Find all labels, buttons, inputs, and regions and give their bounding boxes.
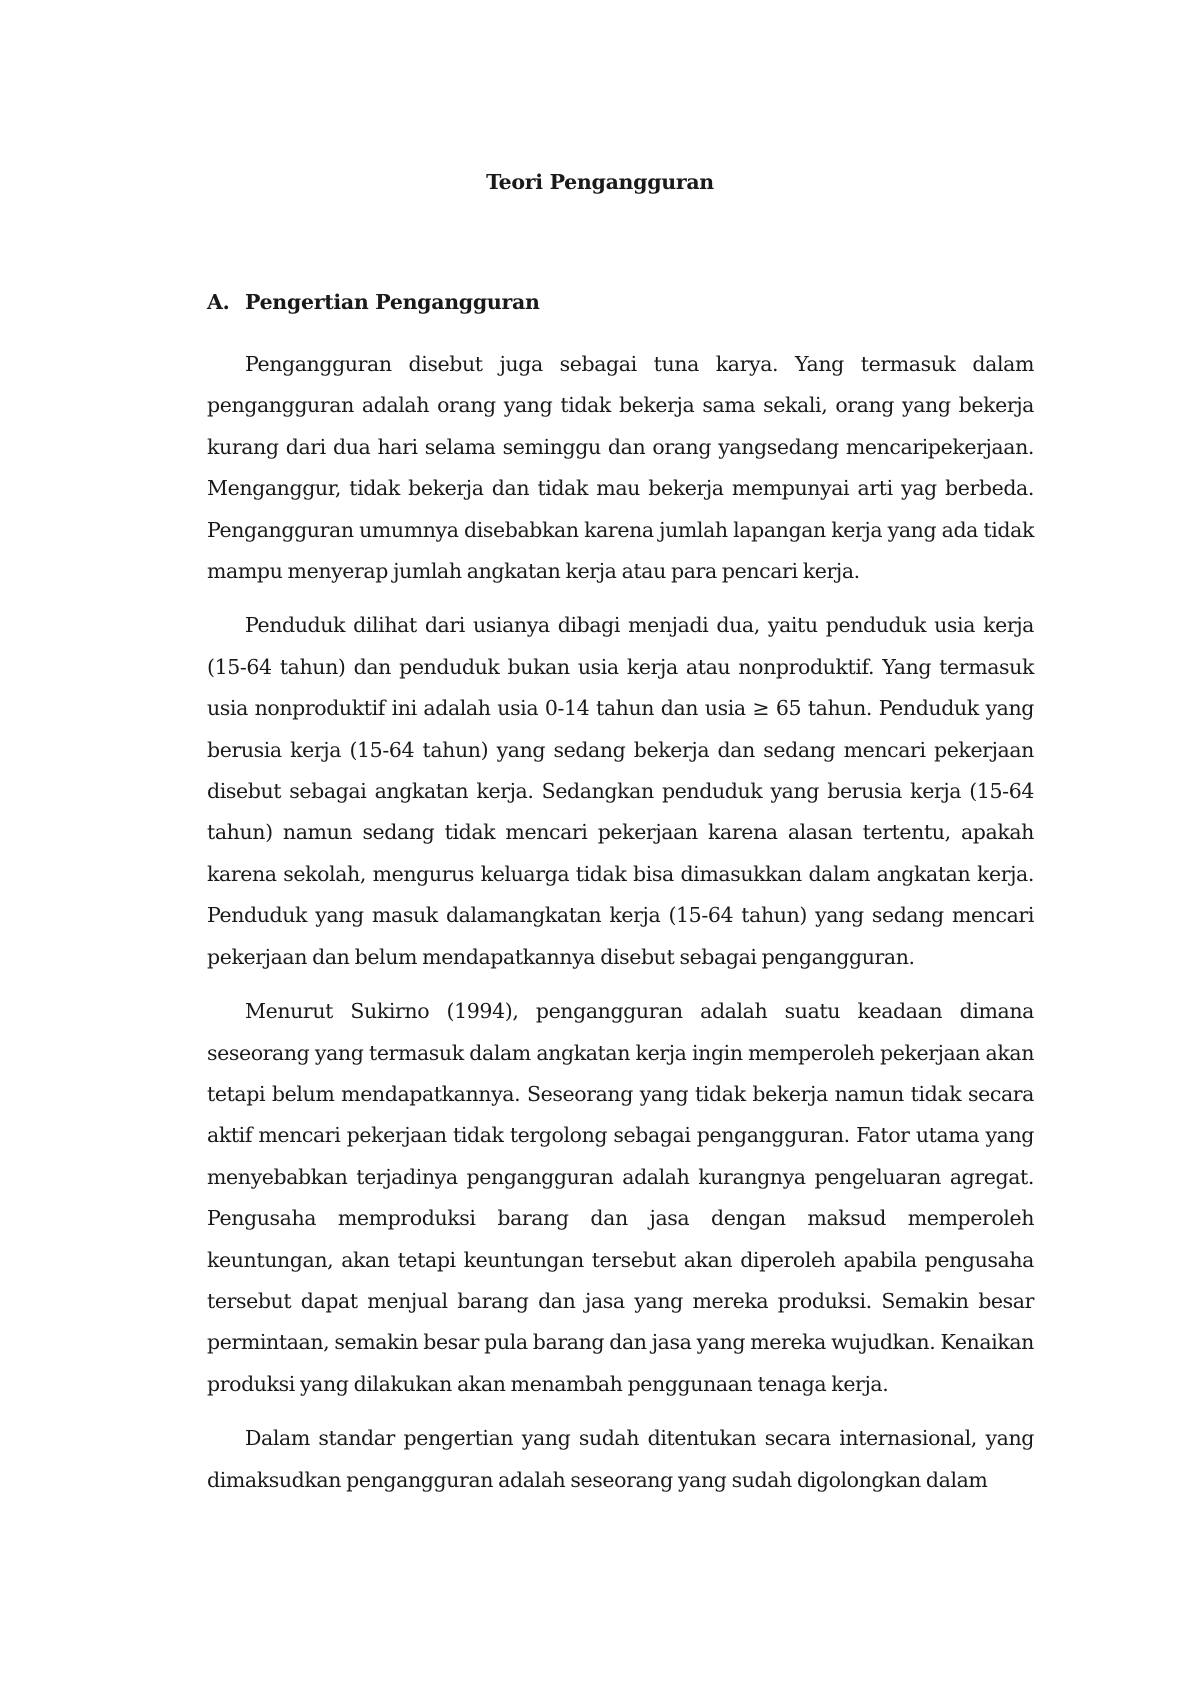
section-number: A. (207, 290, 230, 314)
body-text (207, 344, 1034, 1514)
document-title: Teori Pengangguran (486, 170, 714, 194)
paragraph: Menurut Sukirno (1994), pengangguran adalah suatu keadaan dimana seseorang yang termasuk dalam angkatan kerja ingin memperoleh pekerjaan akan tetapi belum mendapatkannya. Seseorang yang tidak bekerja namun tidak secara aktif mencari pekerjaan tidak tergolong sebagai pengangguran. Fator utama yang menyebabkan terjadinya pengangguran adalah kurangnya pengeluaran agregat. Pengusaha memproduksi barang dan jasa dengan maksud memperoleh keuntungan, akan tetapi keuntungan tersebut akan diperoleh apabila pengusaha tersebut dapat menjual barang dan jasa yang mereka produksi. Semakin besar permintaan, semakin besar pula barang dan jasa yang mereka wujudkan. Kenaikan produksi yang dilakukan akan menambah penggunaan tenaga kerja. (207, 999, 1034, 1396)
paragraph: Pengangguran disebut juga sebagai tuna karya. Yang termasuk dalam pengangguran adalah orang yang tidak bekerja sama sekali, orang yang bekerja kurang dari dua hari selama seminggu dan orang yangsedang mencaripekerjaan. Menganggur, tidak bekerja dan tidak mau bekerja mempunyai arti yag berbeda. Pengangguran umumnya disebabkan karena jumlah lapangan kerja yang ada tidak mampu menyerap jumlah angkatan kerja atau para pencari kerja. (207, 352, 1034, 584)
section-heading-text: Pengertian Pengangguran (245, 290, 540, 314)
paragraph: Dalam standar pengertian yang sudah ditentukan secara internasional, yang dimaksudkan pengangguran adalah seseorang yang sudah digolongkan dalam (207, 1426, 1034, 1492)
section-heading (207, 290, 540, 314)
paragraph: Penduduk dilihat dari usianya dibagi menjadi dua, yaitu penduduk usia kerja (15-64 tahun) dan penduduk bukan usia kerja atau nonproduktif. Yang termasuk usia nonproduktif ini adalah usia 0-14 tahun dan usia ≥ 65 tahun. Penduduk yang berusia kerja (15-64 tahun) yang sedang bekerja dan sedang mencari pekerjaan disebut sebagai angkatan kerja. Sedangkan penduduk yang berusia kerja (15-64 tahun) namun sedang tidak mencari pekerjaan karena alasan tertentu, apakah karena sekolah, mengurus keluarga tidak bisa dimasukkan dalam angkatan kerja. Penduduk yang masuk dalamangkatan kerja (15-64 tahun) yang sedang mencari pekerjaan dan belum mendapatkannya disebut sebagai pengangguran. (207, 613, 1034, 969)
